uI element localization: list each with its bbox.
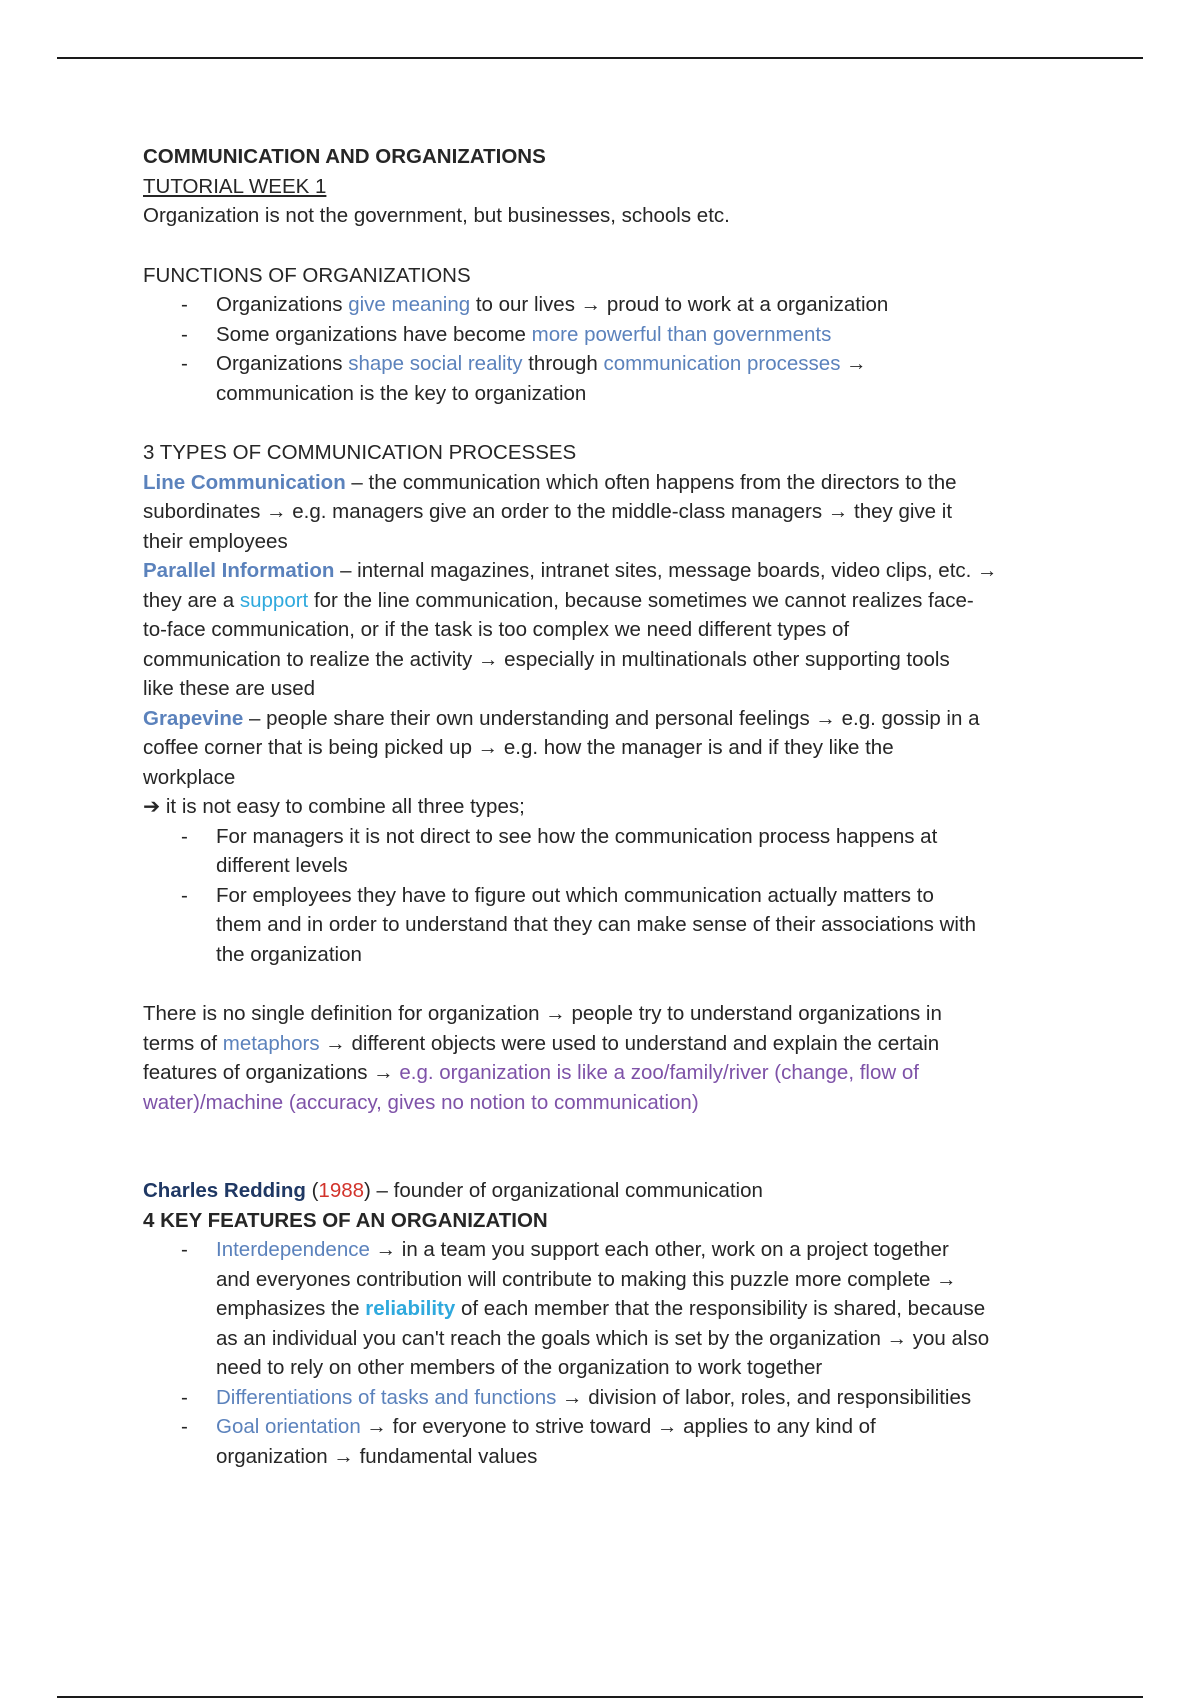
document-body [143, 142, 1063, 1471]
list-item: - For managers it is not direct to see how the communication process happens at different levels [143, 822, 1063, 881]
highlight: communication processes [603, 352, 841, 375]
paragraph-line: their employees [143, 529, 288, 553]
highlight: give meaning [348, 293, 471, 316]
paragraph-line: communication to realize the activity → especially in multinationals other supporting tools [143, 647, 950, 671]
redding-line: Charles Redding (1988) – founder of organizational communication [143, 1179, 763, 1202]
year: 1988 [318, 1179, 365, 1202]
header-rule [57, 57, 1143, 59]
bullet-dash: - [181, 1415, 188, 1438]
paragraph-line: subordinates → e.g. managers give an order to the middle-class managers → they give it [143, 500, 953, 523]
term-line-communication: Line Communication [143, 470, 346, 494]
types-heading: 3 TYPES OF COMMUNICATION PROCESSES [143, 441, 577, 464]
highlight: shape social reality [348, 352, 523, 375]
paragraph-line: water)/machine (accuracy, gives no notion to communication) [143, 1090, 699, 1114]
list-item: - Organizations shape social reality through communication processes → communication is the key to organization [143, 349, 1063, 408]
subtitle: TUTORIAL WEEK 1 [143, 174, 327, 198]
bullet-dash: - [181, 824, 188, 848]
highlight: support [239, 588, 309, 612]
paragraph-line: Line Communication – the communication which often happens from the directors to the [143, 470, 957, 494]
features-heading: 4 KEY FEATURES OF AN ORGANIZATION [143, 1208, 548, 1232]
highlight: reliability [365, 1297, 456, 1320]
list-item: - Some organizations have become more powerful than governments [143, 320, 1063, 350]
highlight: Goal orientation [216, 1415, 361, 1438]
paragraph-line: they are a support for the line communication, because sometimes we cannot realizes face- [143, 588, 974, 612]
bullet-dash: - [181, 1385, 188, 1409]
paragraph-line: features of organizations → e.g. organization is like a zoo/family/river (change, flow of [143, 1061, 919, 1084]
paragraph-line: Parallel Information – internal magazines, intranet sites, message boards, video clips, etc. → [143, 559, 998, 582]
highlight: Interdependence [216, 1238, 370, 1261]
paragraph-line: workplace [143, 765, 236, 789]
paragraph-line: Grapevine – people share their own understanding and personal feelings → e.g. gossip in a [143, 706, 980, 730]
intro-text: Organization is not the government, but businesses, schools etc. [143, 204, 730, 227]
author-name: Charles Redding [143, 1179, 306, 1202]
list-item: - Differentiations of tasks and functions → division of labor, roles, and responsibilities [143, 1383, 1063, 1413]
bullet-dash: - [181, 352, 188, 375]
list-item: - For employees they have to figure out which communication actually matters to them and in order to understand that they can make sense of their associations with the organization [143, 881, 1063, 970]
bullet-dash: - [181, 1238, 188, 1261]
highlight: Differentiations of tasks and functions [216, 1385, 557, 1409]
list-item: - Interdependence → in a team you support each other, work on a project together and everyones contribution will contribute to making this puzzle more complete → emphasizes the reliability of each member that the responsibility is shared, because as an individual you can't reach the goals which is set by the organization → you also need to rely on other members of the organization to work together [143, 1235, 1063, 1383]
footer-rule [57, 1696, 1143, 1698]
paragraph-line: coffee corner that is being picked up → e.g. how the manager is and if they like the [143, 736, 894, 759]
highlight: e.g. organization is like a zoo/family/river (change, flow of [399, 1061, 919, 1084]
paragraph-line: to-face communication, or if the task is too complex we need different types of [143, 618, 850, 641]
summary-line: ➔ it is not easy to combine all three types; [143, 795, 525, 818]
term-parallel-information: Parallel Information [143, 559, 335, 582]
list-item: - Organizations give meaning to our lives → proud to work at a organization [143, 290, 1063, 320]
paragraph-line: like these are used [143, 677, 316, 700]
document-title: COMMUNICATION AND ORGANIZATIONS [143, 145, 546, 168]
bullet-dash: - [181, 293, 188, 316]
highlight: more powerful than governments [531, 322, 832, 346]
functions-heading: FUNCTIONS OF ORGANIZATIONS [143, 263, 471, 287]
list-item: - Goal orientation → for everyone to strive toward → applies to any kind of organization → fundamental values [143, 1412, 1063, 1471]
bullet-dash: - [181, 322, 188, 346]
highlight: metaphors [222, 1031, 320, 1055]
term-grapevine: Grapevine [143, 706, 244, 730]
paragraph-line: terms of metaphors → different objects were used to understand and explain the certain [143, 1031, 940, 1055]
bullet-dash: - [181, 883, 188, 907]
paragraph-line: There is no single definition for organization → people try to understand organizations in [143, 1002, 942, 1025]
